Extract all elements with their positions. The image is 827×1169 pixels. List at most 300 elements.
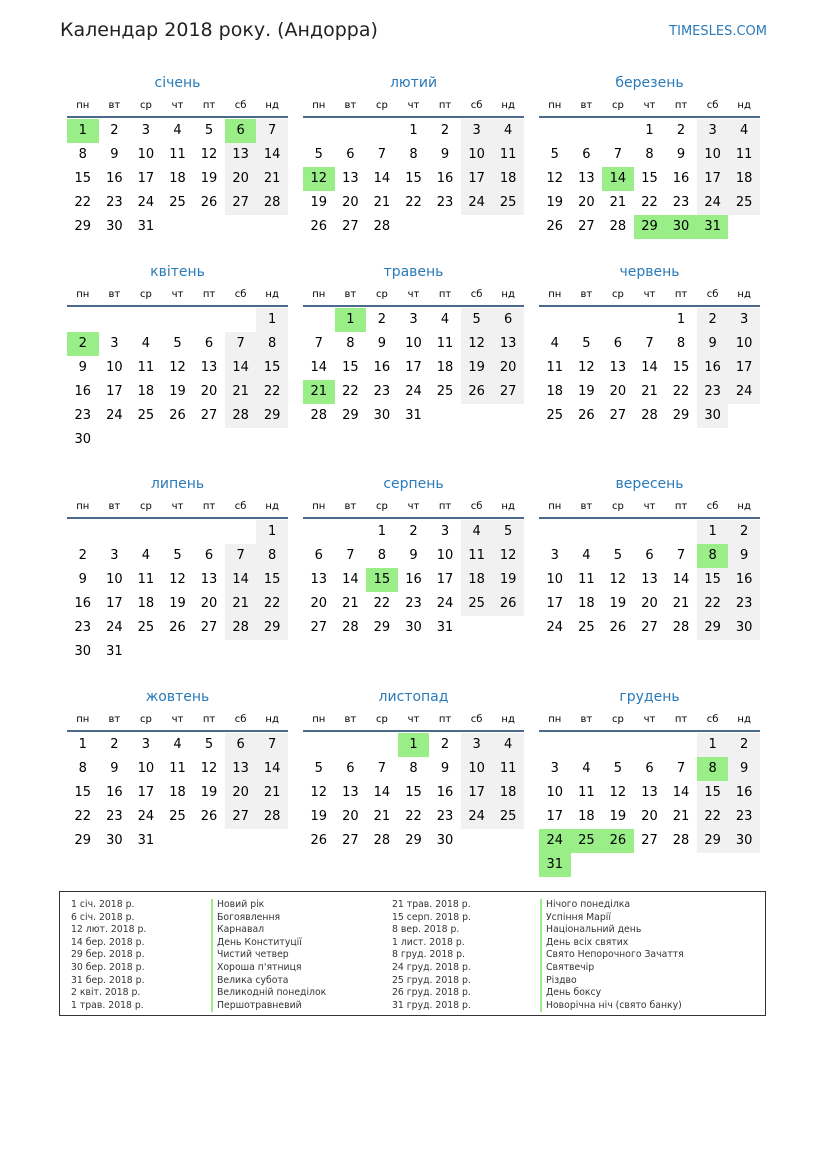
weekday-label: нд xyxy=(265,100,279,111)
day-cell: 5 xyxy=(582,336,591,351)
month-title: жовтень xyxy=(145,689,210,705)
weekday-label: пн xyxy=(548,714,562,725)
day-cell: 20 xyxy=(200,596,218,611)
day-cell: 21 xyxy=(672,809,690,824)
day-cell: 10 xyxy=(461,757,493,781)
weekday-label: нд xyxy=(501,714,515,725)
day-cell: 13 xyxy=(310,572,328,587)
day-cell: 12 xyxy=(546,171,564,186)
weekday-label: пн xyxy=(76,714,90,725)
day-cell: 31 xyxy=(436,620,454,635)
legend-date: 12 лют. 2018 р. xyxy=(71,924,147,936)
day-cell: 7 xyxy=(676,761,686,776)
day-cell: 23 xyxy=(74,620,92,635)
day-cell: 19 xyxy=(169,384,186,399)
weekday-label: пн xyxy=(76,100,90,111)
month-title: березень xyxy=(615,75,684,91)
day-cell: 25 xyxy=(492,191,524,215)
legend-date: 31 груд. 2018 р. xyxy=(392,999,471,1011)
day-cell: 28 xyxy=(641,408,658,423)
day-cell: 22 xyxy=(373,596,391,611)
day-cell: 26 xyxy=(200,809,218,824)
day-cell: 13 xyxy=(492,332,524,356)
day-cell: 15 xyxy=(672,360,690,375)
weekday-label: чт xyxy=(171,501,184,512)
weekday-label: пн xyxy=(76,501,90,512)
day-cell: 9 xyxy=(697,332,729,356)
day-cell: 24 xyxy=(405,384,422,399)
weekday-label: ср xyxy=(611,289,624,300)
weekday-label: вт xyxy=(344,501,357,512)
weekday-label: ср xyxy=(375,501,388,512)
weekday-label: ср xyxy=(139,714,152,725)
weekday-label: ср xyxy=(611,501,624,512)
weekday-label: вт xyxy=(108,100,121,111)
day-cell: 11 xyxy=(492,143,524,167)
day-cell: 15 xyxy=(405,171,422,186)
weekday-label: сб xyxy=(470,501,483,512)
day-cell: 12 xyxy=(492,544,524,568)
day-cell: 27 xyxy=(609,408,627,423)
day-cell: 1 xyxy=(697,733,729,757)
holiday-day-cell: 29 xyxy=(634,215,666,239)
day-cell: 20 xyxy=(609,384,627,399)
day-cell: 7 xyxy=(346,548,355,563)
day-cell: 11 xyxy=(546,360,564,375)
day-cell: 1 xyxy=(256,520,288,544)
weekday-header xyxy=(303,709,524,732)
day-grid xyxy=(303,733,524,853)
day-cell: 16 xyxy=(728,781,760,805)
day-cell: 24 xyxy=(106,620,123,635)
day-cell: 30 xyxy=(405,620,422,635)
day-cell: 23 xyxy=(74,408,92,423)
weekday-label: сб xyxy=(470,289,483,300)
holiday-day-cell: 14 xyxy=(602,167,634,191)
holiday-legend xyxy=(59,891,766,1016)
day-cell: 19 xyxy=(492,568,524,592)
day-cell: 28 xyxy=(672,833,690,848)
day-cell: 16 xyxy=(697,356,729,380)
legend-holiday-name: Першотравневий xyxy=(211,1000,326,1013)
day-cell: 10 xyxy=(137,147,155,162)
day-cell: 30 xyxy=(106,219,123,234)
day-cell: 19 xyxy=(200,785,218,800)
day-cell: 4 xyxy=(728,119,760,143)
legend-date: 2 квіт. 2018 р. xyxy=(71,987,141,999)
day-cell: 2 xyxy=(110,123,119,138)
weekday-label: вт xyxy=(344,714,357,725)
day-cell: 28 xyxy=(310,408,328,423)
day-cell: 23 xyxy=(106,195,123,210)
day-cell: 24 xyxy=(697,191,729,215)
day-cell: 27 xyxy=(578,219,595,234)
weekday-label: пт xyxy=(438,100,452,111)
day-cell: 24 xyxy=(546,620,564,635)
day-cell: 27 xyxy=(200,408,218,423)
day-cell: 23 xyxy=(436,195,454,210)
day-cell: 21 xyxy=(225,592,257,616)
month-title: квітень xyxy=(150,264,205,280)
month-2 xyxy=(303,72,524,239)
empty-cell xyxy=(602,520,634,544)
day-cell: 22 xyxy=(697,805,729,829)
weekday-label: пт xyxy=(438,289,452,300)
day-cell: 24 xyxy=(137,809,155,824)
day-cell: 9 xyxy=(409,548,418,563)
day-cell: 27 xyxy=(641,620,658,635)
day-cell: 13 xyxy=(225,143,257,167)
day-cell: 15 xyxy=(256,356,288,380)
day-cell: 4 xyxy=(550,336,559,351)
day-cell: 18 xyxy=(461,568,493,592)
legend-holiday-name: День Конституції xyxy=(211,937,326,950)
empty-cell xyxy=(303,308,335,332)
empty-cell xyxy=(193,308,225,332)
month-7 xyxy=(67,473,288,664)
day-cell: 2 xyxy=(728,520,760,544)
day-cell: 29 xyxy=(672,408,690,423)
day-cell: 16 xyxy=(436,171,454,186)
day-cell: 13 xyxy=(641,785,658,800)
day-cell: 4 xyxy=(173,737,182,752)
day-cell: 7 xyxy=(377,761,387,776)
empty-cell xyxy=(602,733,634,757)
month-9 xyxy=(539,473,760,640)
day-cell: 26 xyxy=(200,195,218,210)
weekday-label: пт xyxy=(674,100,688,111)
day-cell: 26 xyxy=(461,380,493,404)
day-cell: 13 xyxy=(200,572,218,587)
day-cell: 6 xyxy=(204,336,214,351)
weekday-label: чт xyxy=(171,100,184,111)
day-cell: 17 xyxy=(728,356,760,380)
weekday-header xyxy=(303,496,524,519)
legend-holiday-name: Нічого понеділка xyxy=(540,899,684,912)
weekday-header xyxy=(67,284,288,307)
empty-cell xyxy=(634,733,666,757)
legend-date: 29 бер. 2018 р. xyxy=(71,949,145,961)
day-cell: 9 xyxy=(440,147,450,162)
day-cell: 7 xyxy=(676,548,686,563)
day-cell: 31 xyxy=(137,833,155,848)
weekday-label: пт xyxy=(674,714,688,725)
empty-cell xyxy=(366,119,398,143)
day-grid xyxy=(539,119,760,239)
weekday-label: ср xyxy=(375,714,388,725)
day-cell: 29 xyxy=(697,829,729,853)
day-cell: 3 xyxy=(550,761,559,776)
day-cell: 29 xyxy=(256,404,288,428)
day-cell: 27 xyxy=(225,191,257,215)
month-1 xyxy=(67,72,288,239)
day-cell: 23 xyxy=(405,596,422,611)
weekday-label: сб xyxy=(234,501,247,512)
day-cell: 3 xyxy=(461,119,493,143)
day-cell: 25 xyxy=(169,809,186,824)
day-cell: 26 xyxy=(578,408,595,423)
day-cell: 29 xyxy=(405,833,422,848)
day-cell: 20 xyxy=(492,356,524,380)
day-cell: 13 xyxy=(641,572,658,587)
legend-dates-right xyxy=(392,899,471,1012)
weekday-label: пт xyxy=(202,714,216,725)
legend-date: 1 січ. 2018 р. xyxy=(71,899,135,910)
day-cell: 17 xyxy=(137,785,155,800)
day-cell: 14 xyxy=(342,572,359,587)
day-cell: 9 xyxy=(728,757,760,781)
day-cell: 4 xyxy=(582,761,591,776)
day-cell: 19 xyxy=(578,384,595,399)
day-cell: 17 xyxy=(546,596,564,611)
day-grid xyxy=(67,520,288,664)
day-cell: 6 xyxy=(314,548,323,563)
day-cell: 10 xyxy=(436,548,454,563)
legend-date: 8 вер. 2018 р. xyxy=(392,924,460,936)
weekday-label: сб xyxy=(706,289,719,300)
day-cell: 2 xyxy=(409,524,418,539)
weekday-label: вт xyxy=(580,100,593,111)
weekday-label: сб xyxy=(234,714,247,725)
day-cell: 23 xyxy=(373,384,391,399)
day-cell: 7 xyxy=(225,332,257,356)
day-cell: 6 xyxy=(204,548,214,563)
day-cell: 26 xyxy=(310,833,328,848)
day-cell: 16 xyxy=(672,171,690,186)
empty-cell xyxy=(99,308,131,332)
day-cell: 30 xyxy=(697,404,729,428)
day-cell: 30 xyxy=(74,432,92,447)
weekday-label: ср xyxy=(611,100,624,111)
day-cell: 4 xyxy=(141,336,151,351)
day-cell: 15 xyxy=(697,568,729,592)
day-cell: 24 xyxy=(106,408,123,423)
legend-holiday-name: Національний день xyxy=(540,924,684,937)
legend-date: 1 трав. 2018 р. xyxy=(71,999,144,1011)
day-cell: 13 xyxy=(342,785,359,800)
day-cell: 21 xyxy=(672,596,690,611)
day-cell: 5 xyxy=(204,123,214,138)
day-cell: 2 xyxy=(440,737,450,752)
day-cell: 25 xyxy=(492,805,524,829)
month-11 xyxy=(303,686,524,853)
day-grid xyxy=(303,520,524,640)
day-grid xyxy=(539,733,760,877)
weekday-label: пт xyxy=(438,714,452,725)
weekday-label: пт xyxy=(202,100,216,111)
day-cell: 14 xyxy=(256,143,288,167)
weekday-header xyxy=(303,284,524,307)
month-title: вересень xyxy=(615,476,684,492)
day-cell: 7 xyxy=(613,147,623,162)
day-cell: 5 xyxy=(173,336,182,351)
day-cell: 27 xyxy=(225,805,257,829)
day-cell: 22 xyxy=(405,195,422,210)
weekday-label: пн xyxy=(548,100,562,111)
legend-date: 25 груд. 2018 р. xyxy=(392,974,471,986)
weekday-label: вт xyxy=(108,501,121,512)
holiday-day-cell: 21 xyxy=(303,380,335,404)
day-cell: 1 xyxy=(78,737,87,752)
day-cell: 28 xyxy=(225,404,257,428)
day-cell: 1 xyxy=(697,520,729,544)
legend-holiday-name: Свято Непорочного Зачаття xyxy=(540,949,684,962)
day-cell: 12 xyxy=(200,761,218,776)
day-cell: 6 xyxy=(346,147,355,162)
holiday-day-cell: 31 xyxy=(697,215,729,239)
day-cell: 26 xyxy=(169,620,186,635)
empty-cell xyxy=(335,520,367,544)
weekday-label: сб xyxy=(470,100,483,111)
day-cell: 18 xyxy=(169,171,186,186)
day-cell: 25 xyxy=(169,195,186,210)
legend-date: 21 трав. 2018 р. xyxy=(392,899,471,910)
day-cell: 19 xyxy=(200,171,218,186)
day-cell: 5 xyxy=(550,147,559,162)
weekday-label: нд xyxy=(265,289,279,300)
day-cell: 20 xyxy=(225,167,257,191)
day-cell: 20 xyxy=(225,781,257,805)
weekday-label: ср xyxy=(375,289,388,300)
day-cell: 24 xyxy=(461,191,493,215)
weekday-label: вт xyxy=(108,714,121,725)
day-cell: 17 xyxy=(106,596,123,611)
day-cell: 10 xyxy=(546,785,564,800)
weekday-header xyxy=(67,496,288,519)
day-cell: 5 xyxy=(204,737,214,752)
weekday-label: чт xyxy=(643,289,656,300)
empty-cell xyxy=(539,520,571,544)
empty-cell xyxy=(335,733,367,757)
day-cell: 14 xyxy=(310,360,328,375)
day-cell: 5 xyxy=(492,520,524,544)
empty-cell xyxy=(602,119,634,143)
day-cell: 3 xyxy=(141,123,151,138)
month-title: січень xyxy=(154,75,201,91)
weekday-label: ср xyxy=(611,714,624,725)
legend-date: 30 бер. 2018 р. xyxy=(71,961,145,973)
day-cell: 4 xyxy=(582,548,591,563)
day-cell: 2 xyxy=(676,123,686,138)
day-cell: 10 xyxy=(546,572,564,587)
day-cell: 11 xyxy=(137,572,155,587)
day-cell: 30 xyxy=(436,833,454,848)
weekday-header xyxy=(539,284,760,307)
day-cell: 24 xyxy=(137,195,155,210)
day-cell: 15 xyxy=(342,360,359,375)
day-cell: 18 xyxy=(169,785,186,800)
day-cell: 25 xyxy=(137,620,155,635)
weekday-label: ср xyxy=(139,289,152,300)
day-cell: 17 xyxy=(106,384,123,399)
day-grid xyxy=(67,119,288,239)
day-cell: 5 xyxy=(613,548,623,563)
legend-holiday-name: Карнавал xyxy=(211,924,326,937)
day-cell: 19 xyxy=(609,596,627,611)
day-cell: 22 xyxy=(672,384,690,399)
month-3 xyxy=(539,72,760,239)
day-cell: 21 xyxy=(225,380,257,404)
weekday-label: нд xyxy=(265,501,279,512)
day-cell: 11 xyxy=(169,761,186,776)
empty-cell xyxy=(571,733,603,757)
day-cell: 16 xyxy=(373,360,391,375)
day-grid xyxy=(303,308,524,428)
weekday-label: вт xyxy=(344,289,357,300)
day-cell: 15 xyxy=(641,171,658,186)
weekday-label: ср xyxy=(375,100,388,111)
day-cell: 17 xyxy=(461,781,493,805)
weekday-label: вт xyxy=(580,289,593,300)
weekday-label: нд xyxy=(737,501,751,512)
day-cell: 7 xyxy=(225,544,257,568)
empty-cell xyxy=(303,733,335,757)
day-grid xyxy=(303,119,524,239)
day-cell: 20 xyxy=(641,596,658,611)
day-cell: 1 xyxy=(676,312,686,327)
day-cell: 7 xyxy=(377,147,387,162)
day-cell: 23 xyxy=(728,592,760,616)
day-cell: 25 xyxy=(578,620,595,635)
empty-cell xyxy=(225,520,257,544)
day-cell: 24 xyxy=(436,596,454,611)
day-grid xyxy=(539,520,760,640)
weekday-label: вт xyxy=(108,289,121,300)
legend-holiday-name: Велика субота xyxy=(211,975,326,988)
day-cell: 10 xyxy=(697,143,729,167)
day-cell: 25 xyxy=(137,408,155,423)
weekday-label: чт xyxy=(407,714,420,725)
day-cell: 2 xyxy=(377,312,387,327)
day-cell: 6 xyxy=(613,336,623,351)
legend-date: 14 бер. 2018 р. xyxy=(71,936,145,948)
legend-holiday-name: Різдво xyxy=(540,975,684,988)
legend-date: 26 груд. 2018 р. xyxy=(392,987,471,999)
empty-cell xyxy=(193,520,225,544)
day-cell: 17 xyxy=(137,171,155,186)
day-cell: 8 xyxy=(256,332,288,356)
month-title: травень xyxy=(383,264,444,280)
month-12 xyxy=(539,686,760,877)
day-cell: 2 xyxy=(697,308,729,332)
weekday-label: пн xyxy=(548,289,562,300)
day-cell: 3 xyxy=(110,336,119,351)
day-cell: 5 xyxy=(173,548,182,563)
holiday-day-cell: 2 xyxy=(67,332,99,356)
day-cell: 11 xyxy=(137,360,155,375)
day-cell: 22 xyxy=(405,809,422,824)
day-cell: 25 xyxy=(436,384,454,399)
weekday-label: пн xyxy=(548,501,562,512)
weekday-label: нд xyxy=(737,100,751,111)
day-cell: 30 xyxy=(728,616,760,640)
day-cell: 11 xyxy=(492,757,524,781)
site-link[interactable]: TIMESLES.COM xyxy=(669,24,767,39)
day-cell: 10 xyxy=(106,360,123,375)
day-cell: 14 xyxy=(373,171,391,186)
day-cell: 25 xyxy=(546,408,564,423)
day-cell: 8 xyxy=(256,544,288,568)
day-cell: 28 xyxy=(373,219,391,234)
day-cell: 16 xyxy=(106,171,123,186)
day-cell: 9 xyxy=(728,544,760,568)
weekday-label: вт xyxy=(580,714,593,725)
empty-cell xyxy=(335,119,367,143)
day-cell: 30 xyxy=(74,644,92,659)
day-cell: 8 xyxy=(377,548,387,563)
day-cell: 22 xyxy=(256,592,288,616)
day-cell: 1 xyxy=(256,308,288,332)
